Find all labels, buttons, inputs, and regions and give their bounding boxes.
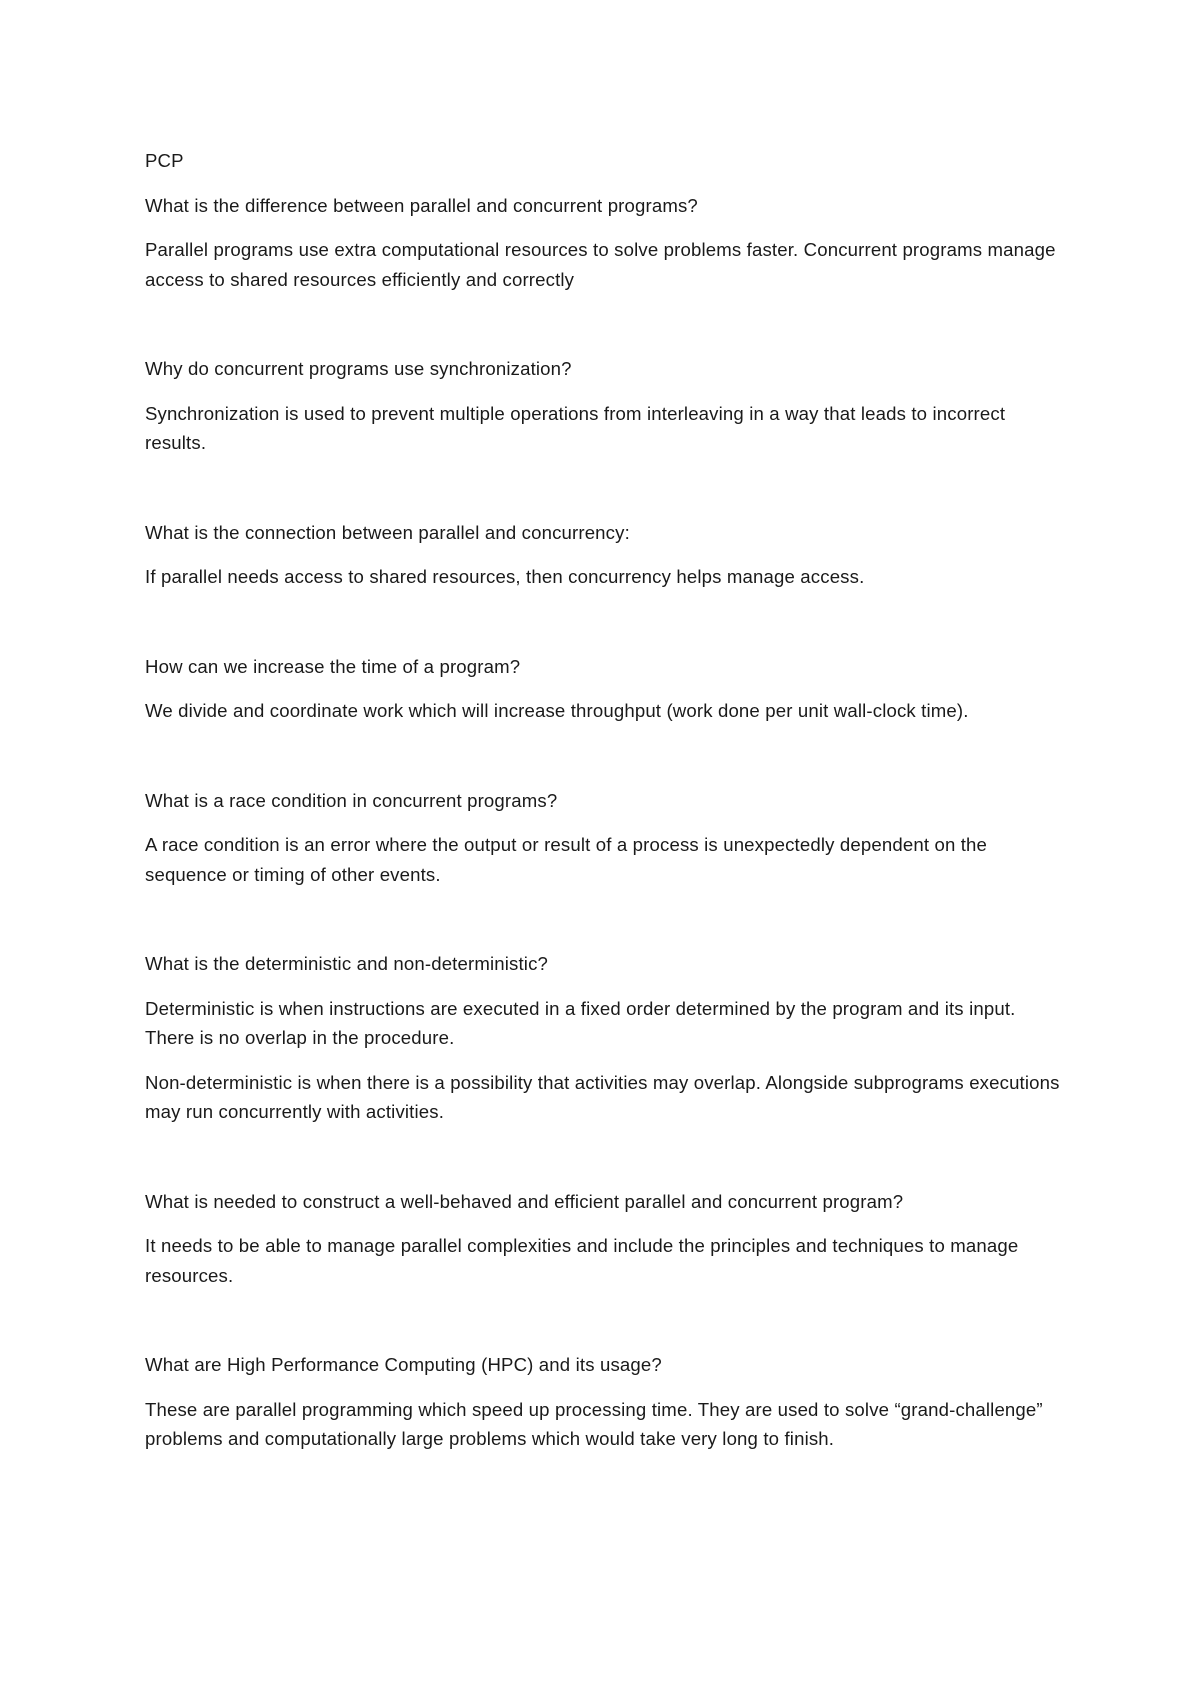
qa-section <box>145 786 1065 890</box>
question-text: What is the deterministic and non-deterministic? <box>145 953 549 974</box>
qa-section <box>145 518 1065 592</box>
answer-text: Parallel programs use extra computational resources to solve problems faster. Concurrent programs manage access to shared resources efficiently and correctly <box>145 239 1056 290</box>
question-text: What are High Performance Computing (HPC) and its usage? <box>145 1354 662 1375</box>
document-title: PCP <box>145 150 184 171</box>
answer-text: Synchronization is used to prevent multiple operations from interleaving in a way that leads to incorrect results. <box>145 402 1006 453</box>
question-text: What is the difference between parallel and concurrent programs? <box>145 194 698 216</box>
answer-text: It needs to be able to manage parallel complexities and include the principles and techniques to manage resources. <box>145 1235 1019 1286</box>
qa-section <box>145 1187 1065 1291</box>
qa-section <box>145 1350 1065 1454</box>
answer-text: We divide and coordinate work which will increase throughput (work done per unit wall-clock time). <box>145 700 969 721</box>
answer-text: Non-deterministic is when there is a possibility that activities may overlap. Alongside subprograms executions may run concurrently with activities. <box>145 1071 1060 1122</box>
answer-text: Deterministic is when instructions are executed in a fixed order determined by the program and its input. There is no overlap in the procedure. <box>145 997 1016 1048</box>
question-text: What is the connection between parallel and concurrency: <box>145 521 630 543</box>
question-text: What is needed to construct a well-behaved and efficient parallel and concurrent program? <box>145 1190 904 1212</box>
answer-text: A race condition is an error where the output or result of a process is unexpectedly dependent on the sequence or timing of other events. <box>145 834 988 885</box>
qa-section <box>145 949 1065 1127</box>
document-body <box>145 146 1065 1454</box>
answer-text: If parallel needs access to shared resources, then concurrency helps manage access. <box>145 566 865 587</box>
answer-text: These are parallel programming which speed up processing time. They are used to solve “grand-challenge” problems and computationally large problems which would take very long to finish. <box>145 1398 1043 1449</box>
qa-section <box>145 354 1065 458</box>
question-text: Why do concurrent programs use synchronization? <box>145 358 572 379</box>
qa-section <box>145 652 1065 726</box>
question-text: What is a race condition in concurrent programs? <box>145 789 558 811</box>
question-text: How can we increase the time of a program? <box>145 655 521 677</box>
qa-section <box>145 191 1065 295</box>
